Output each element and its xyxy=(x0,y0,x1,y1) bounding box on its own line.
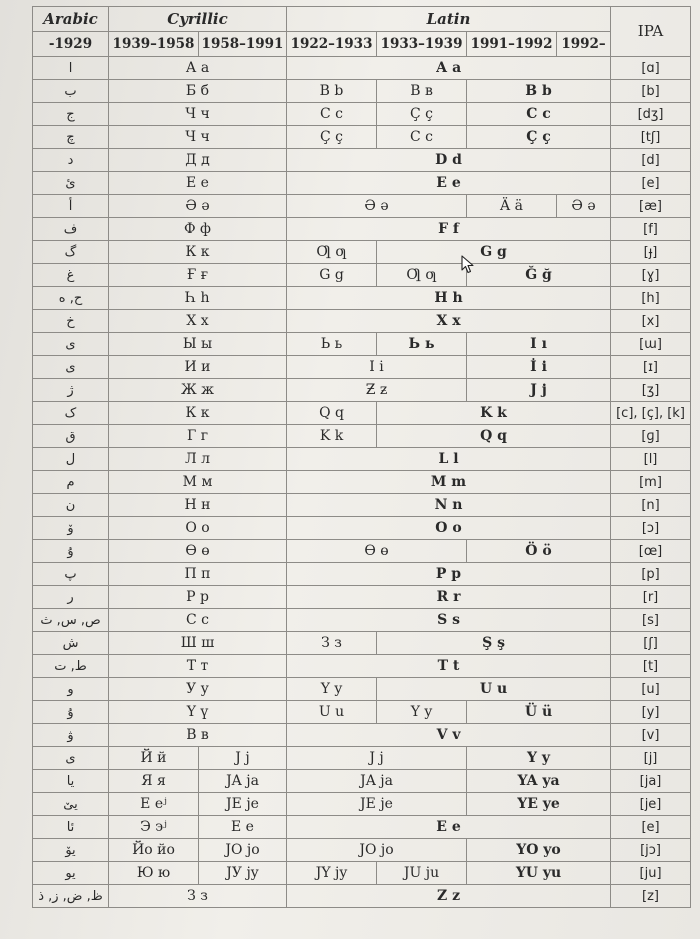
arabic-cell: ۆ xyxy=(33,517,109,540)
cyrillic-cell: Ч ч xyxy=(109,103,287,126)
arabic-cell: ر xyxy=(33,586,109,609)
latin-cell: P p xyxy=(287,563,611,586)
table-row xyxy=(33,402,691,425)
table-row xyxy=(33,678,691,701)
table-row xyxy=(33,264,691,287)
cyrillic-cell: А а xyxy=(109,57,287,80)
arabic-cell: خ xyxy=(33,310,109,333)
table-row xyxy=(33,471,691,494)
cyrillic-cell: Ү ү xyxy=(109,701,287,724)
latin-cell: Ç ç xyxy=(287,126,377,149)
table-row xyxy=(33,172,691,195)
period-header: 1992– xyxy=(557,32,611,57)
ipa-cell: [ja] xyxy=(611,770,691,793)
cyrillic-cell: Т т xyxy=(109,655,287,678)
arabic-cell: ی xyxy=(33,356,109,379)
latin-cell: Y y xyxy=(287,678,377,701)
cyrillic-cell: К к xyxy=(109,402,287,425)
cyrillic-cell: П п xyxy=(109,563,287,586)
table-row xyxy=(33,701,691,724)
cyrillic-cell: М м xyxy=(109,471,287,494)
latin-cell: Ä ä xyxy=(467,195,557,218)
cyrillic-cell: Л л xyxy=(109,448,287,471)
arabic-cell: ل xyxy=(33,448,109,471)
arabic-header: Arabic xyxy=(33,7,109,32)
table-row xyxy=(33,333,691,356)
latin-cell: B b xyxy=(287,80,377,103)
cyrillic-cell: Е е xyxy=(109,172,287,195)
ipa-cell: [ɪ] xyxy=(611,356,691,379)
cyrillic-cell: Ғ ғ xyxy=(109,264,287,287)
latin-cell: JU ju xyxy=(377,862,467,885)
cyrillic-cell: Йо йо xyxy=(109,839,199,862)
cyrillic-cell: И и xyxy=(109,356,287,379)
cyrillic-cell: Р р xyxy=(109,586,287,609)
cyrillic-cell: Ө ө xyxy=(109,540,287,563)
arabic-cell: پ xyxy=(33,563,109,586)
table-row xyxy=(33,563,691,586)
ipa-cell: [e] xyxy=(611,816,691,839)
ipa-cell: [s] xyxy=(611,609,691,632)
ipa-cell: [r] xyxy=(611,586,691,609)
arabic-cell: ئا xyxy=(33,816,109,839)
latin-cell: R r xyxy=(287,586,611,609)
cyrillic-cell: Б б xyxy=(109,80,287,103)
table-row xyxy=(33,241,691,264)
latin-cell: J j xyxy=(467,379,611,402)
table-row xyxy=(33,379,691,402)
latin-cell: Ç ç xyxy=(467,126,611,149)
ipa-cell: [ʒ] xyxy=(611,379,691,402)
latin-cell: Z z xyxy=(287,885,611,908)
table-row xyxy=(33,632,691,655)
latin-cell: JY jy xyxy=(287,862,377,885)
latin-cell: V v xyxy=(287,724,611,747)
arabic-cell: أ xyxy=(33,195,109,218)
ipa-cell: [l] xyxy=(611,448,691,471)
cyrillic-cell: Ф ф xyxy=(109,218,287,241)
cyrillic-cell: С с xyxy=(109,609,287,632)
alphabet-table xyxy=(32,6,691,908)
table-row xyxy=(33,57,691,80)
arabic-cell: ۇ xyxy=(33,540,109,563)
period-header: 1933–1939 xyxy=(377,32,467,57)
cyrillic-cell: Н н xyxy=(109,494,287,517)
table-row xyxy=(33,609,691,632)
ipa-cell: [m] xyxy=(611,471,691,494)
latin-cell: YU yu xyxy=(467,862,611,885)
ipa-cell: [c], [ç], [k] xyxy=(611,402,691,425)
ipa-cell: [t] xyxy=(611,655,691,678)
table-row xyxy=(33,839,691,862)
cyrillic-header: Cyrillic xyxy=(109,7,287,32)
arabic-cell: یۆ xyxy=(33,839,109,862)
ipa-cell: [ɔ] xyxy=(611,517,691,540)
latin-cell: I ı xyxy=(467,333,611,356)
cyrillic-cell: Е еʲ xyxy=(109,793,199,816)
table-row xyxy=(33,425,691,448)
table-row xyxy=(33,149,691,172)
ipa-cell: [ju] xyxy=(611,862,691,885)
ipa-cell: [v] xyxy=(611,724,691,747)
cyrillic-cell: JE je xyxy=(199,793,287,816)
latin-cell: B b xyxy=(467,80,611,103)
table-row xyxy=(33,540,691,563)
arabic-cell: غ xyxy=(33,264,109,287)
latin-cell: M m xyxy=(287,471,611,494)
table-row xyxy=(33,724,691,747)
table-row xyxy=(33,770,691,793)
latin-cell: T t xyxy=(287,655,611,678)
table-row xyxy=(33,103,691,126)
latin-cell: J j xyxy=(287,747,467,770)
arabic-cell: ن xyxy=(33,494,109,517)
latin-cell: G g xyxy=(377,241,611,264)
arabic-cell: ط, ت xyxy=(33,655,109,678)
table-row xyxy=(33,126,691,149)
ipa-cell: [ɡ] xyxy=(611,425,691,448)
cyrillic-cell: Ч ч xyxy=(109,126,287,149)
latin-cell: Ь ь xyxy=(287,333,377,356)
latin-cell: C c xyxy=(377,126,467,149)
arabic-cell: ا xyxy=(33,57,109,80)
ipa-cell: [d] xyxy=(611,149,691,172)
ipa-cell: [n] xyxy=(611,494,691,517)
arabic-cell: ب xyxy=(33,80,109,103)
latin-cell: JO jo xyxy=(287,839,467,862)
ipa-cell: [ʃ] xyxy=(611,632,691,655)
cyrillic-cell: В в xyxy=(109,724,287,747)
latin-cell: Ş ş xyxy=(377,632,611,655)
latin-cell: Q q xyxy=(287,402,377,425)
cyrillic-cell: З з xyxy=(109,885,287,908)
ipa-cell: [j] xyxy=(611,747,691,770)
arabic-cell: ف xyxy=(33,218,109,241)
table-row xyxy=(33,517,691,540)
latin-cell: YA ya xyxy=(467,770,611,793)
latin-cell: Y y xyxy=(467,747,611,770)
latin-cell: JA ja xyxy=(287,770,467,793)
cyrillic-cell: JУ jy xyxy=(199,862,287,885)
cyrillic-cell: У у xyxy=(109,678,287,701)
latin-cell: З з xyxy=(287,632,377,655)
ipa-cell: [æ] xyxy=(611,195,691,218)
arabic-cell: ظ, ض, ز, ذ xyxy=(33,885,109,908)
table-row xyxy=(33,195,691,218)
latin-cell: F f xyxy=(287,218,611,241)
arabic-cell: ژ xyxy=(33,379,109,402)
cyrillic-cell: Г г xyxy=(109,425,287,448)
period-header: 1958–1991 xyxy=(199,32,287,57)
cyrillic-cell: Д д xyxy=(109,149,287,172)
ipa-cell: [e] xyxy=(611,172,691,195)
latin-cell: YE ye xyxy=(467,793,611,816)
latin-cell: Y y xyxy=(377,701,467,724)
ipa-cell: [je] xyxy=(611,793,691,816)
latin-cell: Ö ö xyxy=(467,540,611,563)
ipa-cell: [p] xyxy=(611,563,691,586)
latin-cell: JE je xyxy=(287,793,467,816)
arabic-cell: چ xyxy=(33,126,109,149)
table-row xyxy=(33,287,691,310)
latin-cell: G g xyxy=(287,264,377,287)
latin-cell: C c xyxy=(287,103,377,126)
latin-cell: D d xyxy=(287,149,611,172)
ipa-cell: [ɯ] xyxy=(611,333,691,356)
cyrillic-cell: Й й xyxy=(109,747,199,770)
latin-cell: Ƣ ƣ xyxy=(287,241,377,264)
latin-cell: Ə ə xyxy=(287,195,467,218)
arabic-cell: ى xyxy=(33,333,109,356)
latin-cell: YO yo xyxy=(467,839,611,862)
ipa-cell: [h] xyxy=(611,287,691,310)
latin-cell: L l xyxy=(287,448,611,471)
latin-cell: Ğ ğ xyxy=(467,264,611,287)
arabic-cell: م xyxy=(33,471,109,494)
latin-cell: C c xyxy=(467,103,611,126)
ipa-cell: [z] xyxy=(611,885,691,908)
table-row xyxy=(33,793,691,816)
ipa-header: IPA xyxy=(611,7,691,57)
table-row xyxy=(33,356,691,379)
latin-cell: U u xyxy=(377,678,611,701)
arabic-cell: د xyxy=(33,149,109,172)
latin-cell: Ь ь xyxy=(377,333,467,356)
latin-cell: İ i xyxy=(467,356,611,379)
latin-cell: E e xyxy=(287,816,611,839)
arabic-cell: ک xyxy=(33,402,109,425)
ipa-cell: [x] xyxy=(611,310,691,333)
latin-cell: H h xyxy=(287,287,611,310)
arabic-cell: ۇ xyxy=(33,701,109,724)
period-header: 1922–1933 xyxy=(287,32,377,57)
period-header: -1929 xyxy=(33,32,109,57)
ipa-cell: [y] xyxy=(611,701,691,724)
table-row xyxy=(33,218,691,241)
latin-cell: E e xyxy=(287,172,611,195)
period-header: 1991–1992 xyxy=(467,32,557,57)
ipa-cell: [u] xyxy=(611,678,691,701)
table-row xyxy=(33,885,691,908)
ipa-cell: [jɔ] xyxy=(611,839,691,862)
arabic-cell: یێ xyxy=(33,793,109,816)
arabic-cell: ص, س, ث xyxy=(33,609,109,632)
latin-cell: Ƣ ƣ xyxy=(377,264,467,287)
table-row xyxy=(33,816,691,839)
cyrillic-cell: JO jo xyxy=(199,839,287,862)
ipa-cell: [f] xyxy=(611,218,691,241)
cyrillic-cell: E e xyxy=(199,816,287,839)
latin-cell: Ɵ ɵ xyxy=(287,540,467,563)
arabic-cell: ح, ه xyxy=(33,287,109,310)
cyrillic-cell: Ы ы xyxy=(109,333,287,356)
latin-cell: O o xyxy=(287,517,611,540)
header-row-2 xyxy=(33,32,691,57)
latin-cell: K k xyxy=(377,402,611,425)
ipa-cell: [dʒ] xyxy=(611,103,691,126)
latin-cell: N n xyxy=(287,494,611,517)
table-row xyxy=(33,448,691,471)
latin-cell: Ç ç xyxy=(377,103,467,126)
cyrillic-cell: Ә ә xyxy=(109,195,287,218)
arabic-cell: یو xyxy=(33,862,109,885)
latin-cell: S s xyxy=(287,609,611,632)
table-row xyxy=(33,655,691,678)
cyrillic-cell: JA ja xyxy=(199,770,287,793)
table-row xyxy=(33,586,691,609)
arabic-cell: ۋ xyxy=(33,724,109,747)
ipa-cell: [ɟ] xyxy=(611,241,691,264)
cyrillic-cell: J j xyxy=(199,747,287,770)
cyrillic-cell: Х х xyxy=(109,310,287,333)
cyrillic-cell: Э эʲ xyxy=(109,816,199,839)
table-row xyxy=(33,862,691,885)
mouse-cursor-icon xyxy=(460,255,478,275)
cyrillic-cell: Ш ш xyxy=(109,632,287,655)
latin-cell: Ə ə xyxy=(557,195,611,218)
ipa-cell: [b] xyxy=(611,80,691,103)
header-row-1 xyxy=(33,7,691,32)
cyrillic-cell: О о xyxy=(109,517,287,540)
latin-cell: Ü ü xyxy=(467,701,611,724)
arabic-cell: گ xyxy=(33,241,109,264)
latin-header: Latin xyxy=(287,7,611,32)
ipa-cell: [tʃ] xyxy=(611,126,691,149)
period-header: 1939–1958 xyxy=(109,32,199,57)
table-row xyxy=(33,494,691,517)
table-row xyxy=(33,80,691,103)
ipa-cell: [œ] xyxy=(611,540,691,563)
latin-cell: K k xyxy=(287,425,377,448)
arabic-cell: ش xyxy=(33,632,109,655)
latin-cell: I i xyxy=(287,356,467,379)
arabic-cell: ق xyxy=(33,425,109,448)
arabic-cell: و xyxy=(33,678,109,701)
cyrillic-cell: Ю ю xyxy=(109,862,199,885)
arabic-cell: ئ xyxy=(33,172,109,195)
table-row xyxy=(33,747,691,770)
cyrillic-cell: Ж ж xyxy=(109,379,287,402)
arabic-cell: ی xyxy=(33,747,109,770)
cyrillic-cell: Һ һ xyxy=(109,287,287,310)
ipa-cell: [ɑ] xyxy=(611,57,691,80)
latin-cell: А а xyxy=(287,57,611,80)
latin-cell: В в xyxy=(377,80,467,103)
arabic-cell: یا xyxy=(33,770,109,793)
cyrillic-cell: Я я xyxy=(109,770,199,793)
cyrillic-cell: К к xyxy=(109,241,287,264)
latin-cell: Ƶ ƶ xyxy=(287,379,467,402)
table-row xyxy=(33,310,691,333)
latin-cell: U u xyxy=(287,701,377,724)
latin-cell: X x xyxy=(287,310,611,333)
arabic-cell: ج xyxy=(33,103,109,126)
latin-cell: Q q xyxy=(377,425,611,448)
ipa-cell: [ɣ] xyxy=(611,264,691,287)
